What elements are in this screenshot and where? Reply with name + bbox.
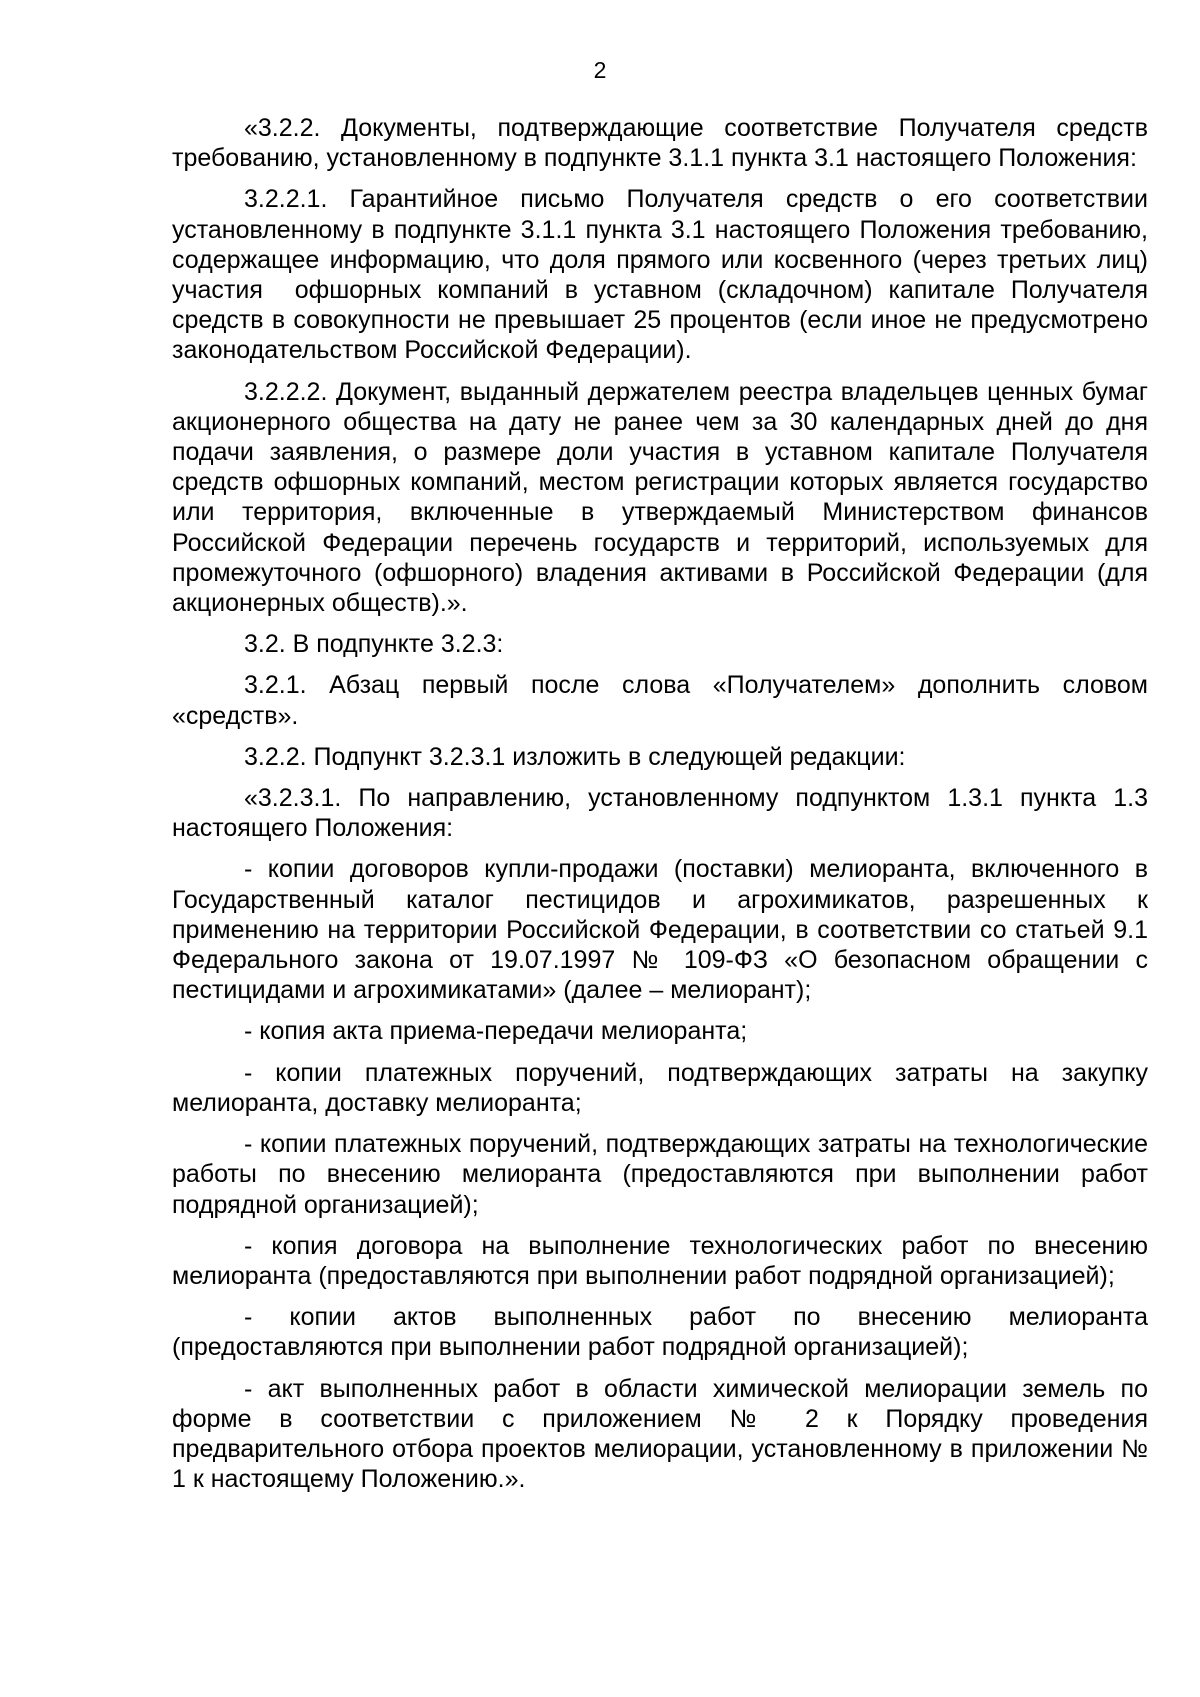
list-item: - копии актов выполненных работ по внесению мелиоранта (предоставляются при выполнении работ подрядной организацией); — [172, 1303, 1155, 1362]
paragraph: 3.2.2.2. Документ, выданный держателем реестра владельцев ценных бумаг акционерного общества на дату не ранее чем за 30 календарных дней до дня подачи заявления, о размере доли участия в уставном капитале Получателя средств офшорных компаний, местом регистрации которых является государство или территория, включенные в утверждаемый Министерством финансов Российской Федерации перечень государств и территорий, используемых для промежуточного (офшорного) владения активами в Российской Федерации (для акционерных обществ).». — [172, 377, 1155, 618]
document-body — [172, 113, 1155, 1505]
list-item: - акт выполненных работ в области химической мелиорации земель по форме в соответствии с приложением № 2 к Порядку проведения предварительного отбора проектов мелиорации, установленному в приложении № 1 к настоящему Положению.». — [172, 1374, 1155, 1494]
paragraph: 3.2. В подпункте 3.2.3: — [244, 630, 504, 659]
paragraph: 3.2.1. Абзац первый после слова «Получателем» дополнить словом «средств». — [172, 671, 1155, 730]
page-number: 2 — [593, 57, 607, 83]
list-item: - копия договора на выполнение технологических работ по внесению мелиоранта (предоставляются при выполнении работ подрядной организацией); — [172, 1231, 1155, 1290]
list-item: - копия акта приема-передачи мелиоранта; — [244, 1017, 748, 1046]
paragraph: 3.2.2. Подпункт 3.2.3.1 изложить в следующей редакции: — [244, 742, 906, 771]
paragraph: 3.2.2.1. Гарантийное письмо Получателя средств о его соответствии установленному в подпункте 3.1.1 пункта 3.1 настоящего Положения требованию, содержащее информацию, что доля прямого или косвенного (через третьих лиц) участия офшорных компаний в уставном (складочном) капитале Получателя средств в совокупности не превышает 25 процентов (если иное не предусмотрено законодательством Российской Федерации). — [172, 185, 1155, 365]
paragraph: «3.2.3.1. По направлению, установленному подпунктом 1.3.1 пункта 1.3 настоящего Положения: — [172, 784, 1155, 843]
list-item: - копии платежных поручений, подтверждающих затраты на технологические работы по внесению мелиоранта (предоставляются при выполнении работ подрядной организацией); — [172, 1130, 1155, 1219]
paragraph: «3.2.2. Документы, подтверждающие соответствие Получателя средств требованию, установленному в подпункте 3.1.1 пункта 3.1 настоящего Положения: — [172, 114, 1155, 173]
list-item: - копии платежных поручений, подтверждающих затраты на закупку мелиоранта, доставку мелиоранта; — [172, 1058, 1155, 1117]
list-item: - копии договоров купли-продажи (поставки) мелиоранта, включенного в Государственный каталог пестицидов и агрохимикатов, разрешенных к применению на территории Российской Федерации, в соответствии со статьей 9.1 Федерального закона от 19.07.1997 № 109-ФЗ «О безопасном обращении с пестицидами и агрохимикатами» (далее – мелиорант); — [172, 855, 1155, 1005]
